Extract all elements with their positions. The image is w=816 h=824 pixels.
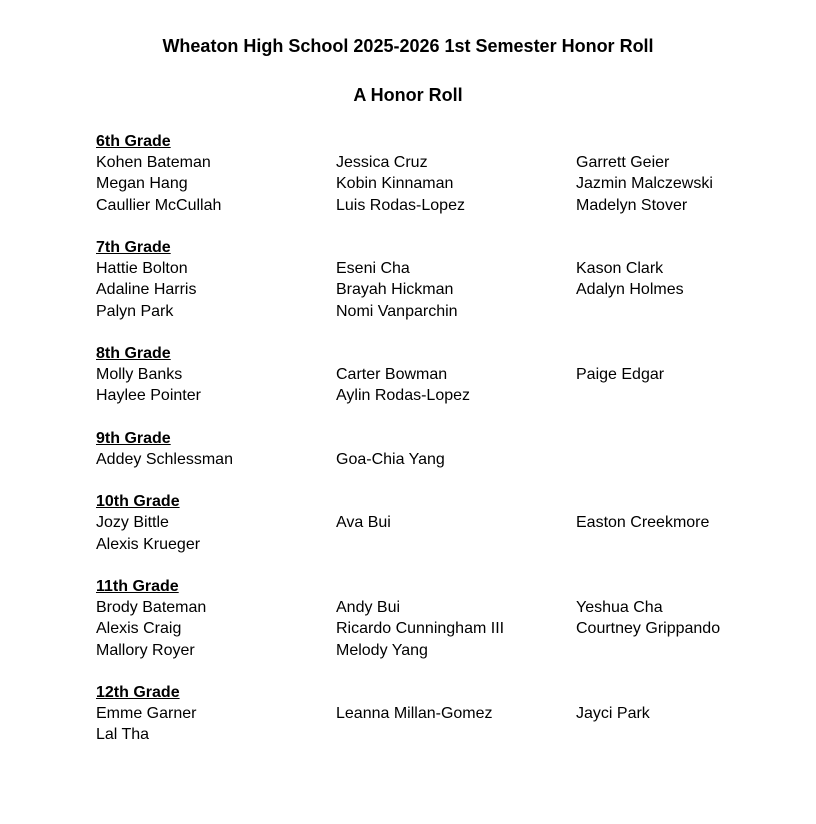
student-name: Goa-Chia Yang [336, 450, 445, 468]
student-name: Andy Bui [336, 599, 401, 617]
student-name: Jazmin Malczewski [576, 175, 713, 193]
student-name: Nomi Vanparchin [336, 302, 458, 320]
student-name: Brayah Hickman [336, 281, 454, 299]
grade-section [96, 428, 796, 470]
student-name: Easton Creekmore [576, 514, 710, 532]
grade-section [96, 343, 796, 407]
student-name: Leanna Millan-Gomez [336, 705, 493, 723]
student-name: Brody Bateman [96, 599, 207, 617]
student-name: Adaline Harris [96, 281, 197, 299]
grade-heading: 9th Grade [96, 429, 171, 447]
student-name: Jessica Cruz [336, 154, 428, 172]
student-name: Ava Bui [336, 514, 391, 532]
grade-sections [96, 131, 796, 767]
student-row [96, 279, 796, 300]
student-name: Kohen Bateman [96, 154, 211, 172]
student-name: Yeshua Cha [576, 599, 663, 617]
grade-heading: 8th Grade [96, 344, 171, 362]
student-name: Addey Schlessman [96, 450, 233, 468]
student-row [96, 703, 796, 724]
student-name: Hattie Bolton [96, 260, 188, 278]
student-name: Carter Bowman [336, 366, 448, 384]
student-row [96, 512, 796, 533]
student-row [96, 364, 796, 385]
student-name: Adalyn Holmes [576, 281, 684, 299]
student-name: Megan Hang [96, 175, 188, 193]
student-name: Mallory Royer [96, 641, 195, 659]
student-name: Jozy Bittle [96, 514, 169, 532]
student-name: Melody Yang [336, 641, 428, 659]
grade-heading: 7th Grade [96, 238, 171, 256]
student-row [96, 258, 796, 279]
student-row [96, 597, 796, 618]
student-row [96, 173, 796, 194]
grade-heading: 10th Grade [96, 493, 180, 511]
student-name: Aylin Rodas-Lopez [336, 387, 471, 405]
student-row [96, 724, 796, 745]
student-row [96, 618, 796, 639]
student-name: Ricardo Cunningham III [336, 620, 505, 638]
grade-section [96, 682, 796, 746]
document-title: Wheaton High School 2025-2026 1st Semester Honor Roll [162, 36, 654, 56]
grade-heading: 6th Grade [96, 133, 171, 150]
student-row [96, 449, 796, 470]
student-row [96, 640, 796, 661]
student-name: Palyn Park [96, 302, 174, 320]
student-row [96, 152, 796, 173]
grade-heading: 12th Grade [96, 683, 180, 701]
student-name: Kobin Kinnaman [336, 175, 454, 193]
student-name: Molly Banks [96, 366, 183, 384]
student-name: Jayci Park [576, 705, 650, 723]
student-name: Kason Clark [576, 260, 664, 278]
student-name: Lal Tha [96, 726, 150, 744]
student-name: Madelyn Stover [576, 196, 688, 214]
student-name: Garrett Geier [576, 154, 670, 172]
student-name: Eseni Cha [336, 260, 410, 278]
student-name: Paige Edgar [576, 366, 665, 384]
student-name: Emme Garner [96, 705, 197, 723]
student-name: Haylee Pointer [96, 387, 201, 405]
student-row [96, 385, 796, 406]
grade-section [96, 576, 796, 661]
grade-section [96, 237, 796, 322]
grade-section [96, 131, 796, 216]
student-row [96, 195, 796, 216]
student-row [96, 534, 796, 555]
student-name: Luis Rodas-Lopez [336, 196, 465, 214]
student-row [96, 301, 796, 322]
grade-section [96, 491, 796, 555]
student-name: Alexis Krueger [96, 535, 201, 553]
student-name: Alexis Craig [96, 620, 182, 638]
grade-heading: 11th Grade [96, 577, 179, 595]
honor-roll-subtitle: A Honor Roll [353, 85, 463, 105]
student-name: Courtney Grippando [576, 620, 721, 638]
student-name: Caullier McCullah [96, 196, 222, 214]
